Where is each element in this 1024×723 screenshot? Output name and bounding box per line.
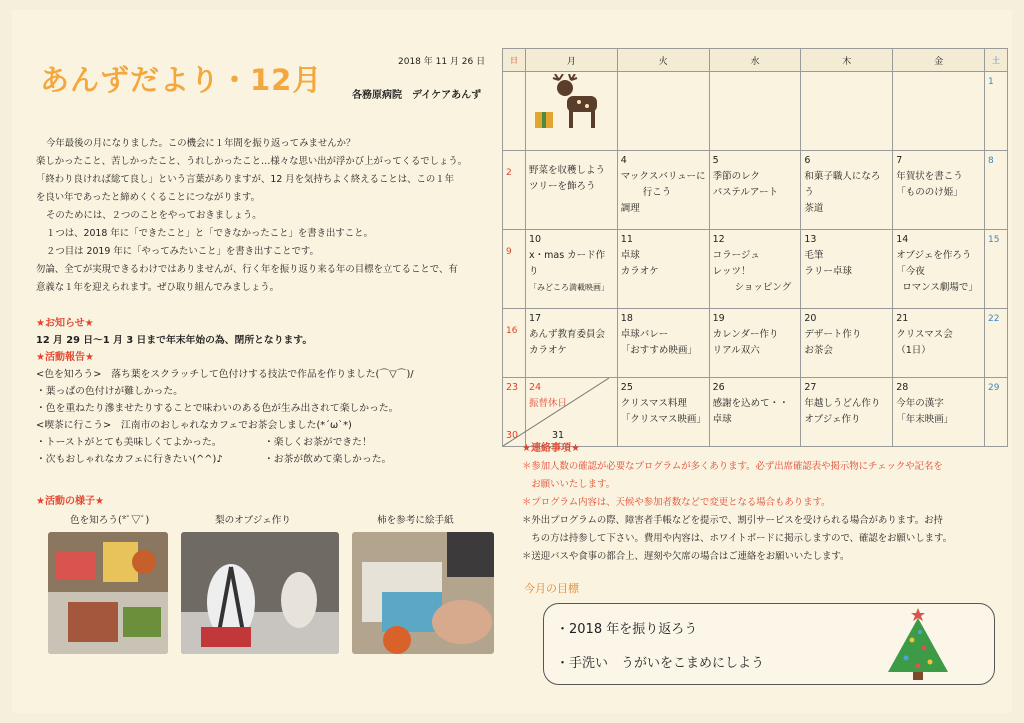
calendar-cell bbox=[709, 72, 801, 151]
contact-line: ＊外出プログラムの際、障害者手帳などを提示で、割引サービスを受けられる場合があります。お持 bbox=[522, 515, 943, 526]
report-line: ・お茶が飲めて楽しかった。 bbox=[264, 454, 392, 465]
calendar-cell: 1 bbox=[985, 72, 1008, 151]
photos-heading: ★活動の様子★ bbox=[36, 496, 104, 507]
calendar-event: 「もののけ姫」 bbox=[896, 187, 963, 198]
calendar-header-fri: 金 bbox=[893, 49, 985, 72]
calendar-event: り bbox=[529, 266, 539, 277]
calendar-cell bbox=[801, 378, 893, 447]
calendar-event: クリスマス会 bbox=[896, 329, 953, 340]
contact-line: ＊参加人数の確認が必要なプログラムが多くあります。必ず出席確認表や掲示物にチェックや記名を bbox=[522, 461, 943, 472]
report-line: <喫茶に行こう> 江南市のおしゃれなカフェでお茶会しました(*´ω`*) bbox=[36, 420, 352, 431]
calendar-event: パステルアート bbox=[712, 187, 779, 198]
calendar-cell bbox=[893, 72, 985, 151]
intro-line: 「終わり良ければ総て良し」という言葉がありますが、12 月を気持ちよく終えることは、この１年 bbox=[36, 174, 455, 185]
calendar-cell bbox=[617, 72, 709, 151]
calendar-cell bbox=[801, 230, 893, 309]
calendar-date: 19 bbox=[712, 313, 725, 324]
calendar-date: 14 bbox=[896, 234, 909, 245]
intro-line: 勿論、全てが実現できるわけではありませんが、行く年を振り返り来る年の目標を立てることで、有 bbox=[36, 264, 458, 275]
calendar-cell bbox=[617, 151, 709, 230]
newsletter-title: あんずだより・12月 bbox=[40, 63, 323, 97]
contact-heading: ★連絡事項★ bbox=[522, 443, 580, 454]
calendar-event: 「今夜 bbox=[896, 266, 925, 277]
calendar-cell bbox=[893, 309, 985, 378]
calendar-event: オブジェ作り bbox=[804, 414, 861, 425]
christmas-tree-icon bbox=[882, 606, 954, 682]
calendar-event: ツリーを飾ろう bbox=[529, 181, 596, 192]
calendar-event: デザート作り bbox=[804, 329, 862, 340]
report-line: <色を知ろう> 落ち葉をスクラッチして色付けする技法で作品を作りました(⌒▽⌒)/ bbox=[36, 369, 414, 380]
calendar-cell bbox=[526, 230, 618, 309]
calendar-event: カレンダー作り bbox=[712, 329, 779, 340]
calendar-cell: 15 bbox=[985, 230, 1008, 309]
intro-line: 楽しかったこと、苦しかったこと、うれしかったこと…様々な思い出が浮かび上がってくるでしょう。 bbox=[36, 156, 468, 167]
calendar-event: 「クリスマス映画」 bbox=[620, 414, 706, 425]
calendar-event: 「みどころ満載映画」 bbox=[529, 283, 609, 292]
calendar-event: 行こう bbox=[642, 187, 672, 198]
calendar-event: 季節のレク bbox=[712, 171, 760, 182]
calendar-event: 「おすすめ映画」 bbox=[620, 345, 697, 356]
photo-caption: 梨のオブジェ作り bbox=[215, 515, 291, 526]
calendar-header-thu: 木 bbox=[801, 49, 893, 72]
intro-line: 今年最後の月になりました。この機会に１年間を振り返ってみませんか？ bbox=[46, 138, 356, 149]
calendar-cell bbox=[801, 72, 893, 151]
calendar-cell: 16 bbox=[503, 309, 526, 378]
calendar-cell bbox=[526, 72, 618, 151]
calendar-event: あんず教育委員会 bbox=[529, 329, 606, 340]
report-heading: ★活動報告★ bbox=[36, 352, 94, 363]
calendar-event: クリスマス料理 bbox=[620, 398, 687, 409]
notice-text: 12 月 29 日～1 月 3 日まで年末年始の為、閉所となります。 bbox=[36, 335, 313, 346]
intro-line: そのためには、２つのことをやっておきましょう。 bbox=[46, 210, 262, 221]
goals-heading: 今月の目標 bbox=[524, 582, 579, 595]
calendar-event: （1日） bbox=[896, 345, 931, 356]
organization-name: 各務原病院 デイケアあんず bbox=[352, 90, 482, 101]
calendar-event: 卓球バレー bbox=[620, 329, 669, 340]
calendar-cell bbox=[617, 378, 709, 447]
calendar-cell bbox=[893, 151, 985, 230]
goal-item: ・2018 年を振り返ろう bbox=[556, 622, 698, 637]
calendar-cell bbox=[617, 309, 709, 378]
calendar-cell: 22 bbox=[985, 309, 1008, 378]
calendar-date: 17 bbox=[529, 313, 542, 324]
calendar-date: 10 bbox=[529, 234, 542, 245]
calendar-cell bbox=[503, 72, 526, 151]
reindeer-icon bbox=[529, 74, 609, 132]
calendar-event: お茶会 bbox=[804, 345, 833, 356]
calendar-date: 6 bbox=[804, 155, 811, 166]
calendar-event: コラージュ bbox=[712, 250, 760, 261]
december-calendar bbox=[502, 48, 1008, 447]
calendar-date: 5 bbox=[712, 155, 719, 166]
calendar-event: ロマンス劇場で」 bbox=[902, 282, 978, 293]
calendar-date: 25 bbox=[620, 382, 633, 393]
issue-date: 2018 年 11 月 26 日 bbox=[398, 57, 486, 67]
calendar-cell bbox=[526, 151, 618, 230]
calendar-cell bbox=[893, 230, 985, 309]
calendar-event: カラオケ bbox=[529, 345, 567, 356]
calendar-cell bbox=[503, 378, 526, 447]
calendar-date: 13 bbox=[804, 234, 817, 245]
calendar-event: オブジェを作ろう bbox=[896, 250, 972, 261]
calendar-cell: 9 bbox=[503, 230, 526, 309]
intro-line: を良い年であったと締めくくることにつながります。 bbox=[36, 192, 260, 203]
notice-heading: ★お知らせ★ bbox=[36, 318, 94, 329]
calendar-event: ラリー卓球 bbox=[804, 266, 852, 277]
calendar-cell bbox=[801, 151, 893, 230]
calendar-cell bbox=[801, 309, 893, 378]
calendar-event: 今年の漢字 bbox=[896, 398, 944, 409]
calendar-event: 振替休日 bbox=[529, 398, 568, 409]
calendar-event: 和菓子職人になろう bbox=[804, 171, 881, 198]
report-line: ・楽しくお茶ができた！ bbox=[264, 437, 372, 448]
photo-caption: 色を知ろう(*ﾟ▽ﾟ) bbox=[70, 515, 150, 526]
calendar-date: 26 bbox=[712, 382, 725, 393]
photo-persimmon-letters bbox=[352, 532, 494, 654]
contact-line: ちの方は持参して下さい。費用や内容は、ホワイトボードに掲示しますので、確認をお願いします。 bbox=[522, 533, 953, 544]
calendar-event: 茶道 bbox=[804, 203, 824, 214]
calendar-cell bbox=[893, 378, 985, 447]
calendar-date: 23 bbox=[506, 382, 519, 393]
calendar-date: 28 bbox=[896, 382, 909, 393]
calendar-event: x・mas カード作 bbox=[529, 250, 606, 261]
intro-line: ２つ目は 2019 年に「やってみたいこと」を書き出すことです。 bbox=[46, 246, 319, 257]
contact-line: ＊送迎バスや食事の都合上、遅刻や欠席の場合はご連絡をお願いいたします。 bbox=[522, 551, 850, 562]
calendar-cell bbox=[709, 378, 801, 447]
intro-line: １つは、2018 年に「できたこと」と「できなかったこと」を書き出すこと。 bbox=[46, 228, 373, 239]
calendar-date: 18 bbox=[620, 313, 633, 324]
contact-line: ＊プログラム内容は、天候や参加者数などで変更となる場合もあります。 bbox=[522, 497, 831, 508]
calendar-event: 毛筆 bbox=[804, 250, 824, 261]
contact-section bbox=[522, 440, 952, 566]
report-line: ・色を重ねたり滲ませたりすることで味わいのある色が生み出されて楽しかった。 bbox=[36, 403, 399, 414]
calendar-header-sat: 土 bbox=[985, 49, 1008, 72]
calendar-date: 24 bbox=[529, 382, 542, 393]
calendar-cell bbox=[617, 230, 709, 309]
calendar-date: 21 bbox=[896, 313, 909, 324]
calendar-date: 27 bbox=[804, 382, 817, 393]
calendar-header-tue: 火 bbox=[617, 49, 709, 72]
calendar-event: 野菜を収穫しよう bbox=[529, 165, 606, 176]
calendar-date: 4 bbox=[620, 155, 627, 166]
calendar-date: 11 bbox=[620, 234, 633, 245]
calendar-event: マックスバリューに bbox=[620, 171, 706, 182]
calendar-date: 31 bbox=[552, 430, 565, 441]
calendar-cell bbox=[526, 309, 618, 378]
notice-section bbox=[36, 315, 414, 468]
calendar-cell bbox=[526, 378, 618, 447]
calendar-date: 30 bbox=[506, 430, 519, 441]
contact-line: お願いいたします。 bbox=[522, 479, 615, 490]
calendar-date: 12 bbox=[712, 234, 725, 245]
calendar-event: 年越しうどん作り bbox=[804, 398, 881, 409]
calendar-cell bbox=[709, 151, 801, 230]
calendar-header-sun: 日 bbox=[503, 49, 526, 72]
report-line: ・次もおしゃれなカフェに行きたい(^^)♪ bbox=[36, 454, 223, 465]
calendar-event: 年賀状を書こう bbox=[896, 171, 963, 182]
goals-box bbox=[543, 603, 995, 685]
calendar-event: ショッピング bbox=[734, 282, 792, 293]
calendar-event: レッツ！ bbox=[712, 266, 751, 277]
calendar-event: 「年末映画」 bbox=[896, 414, 954, 425]
calendar-event: 卓球 bbox=[620, 250, 640, 261]
report-line: ・トーストがとても美味しくてよかった。 bbox=[36, 437, 222, 448]
photo-caption: 柿を参考に絵手紙 bbox=[377, 515, 454, 526]
calendar-cell: 8 bbox=[985, 151, 1008, 230]
photo-pear-objects bbox=[181, 532, 339, 654]
calendar-date: 7 bbox=[896, 155, 903, 166]
calendar-event: カラオケ bbox=[620, 266, 659, 277]
intro-line: 意義な１年を迎えられます。ぜひ取り組んでみましょう。 bbox=[36, 282, 280, 293]
calendar-cell bbox=[709, 230, 801, 309]
calendar-event: 卓球 bbox=[712, 414, 732, 425]
intro-text bbox=[36, 135, 506, 297]
calendar-cell bbox=[709, 309, 801, 378]
calendar-date: 20 bbox=[804, 313, 817, 324]
calendar-header-mon: 月 bbox=[526, 49, 618, 72]
report-line: ・葉っぱの色付けが難しかった。 bbox=[36, 386, 183, 397]
calendar-cell: 2 bbox=[503, 151, 526, 230]
calendar-event: 感謝を込めて・・ bbox=[712, 398, 789, 409]
calendar-event: 調理 bbox=[620, 203, 640, 214]
photo-leaf-art bbox=[48, 532, 168, 654]
calendar-cell: 29 bbox=[985, 378, 1008, 447]
calendar-header-wed: 水 bbox=[709, 49, 801, 72]
goal-item: ・手洗い うがいをこまめにしよう bbox=[556, 656, 765, 671]
calendar-event: リアル双六 bbox=[712, 345, 760, 356]
